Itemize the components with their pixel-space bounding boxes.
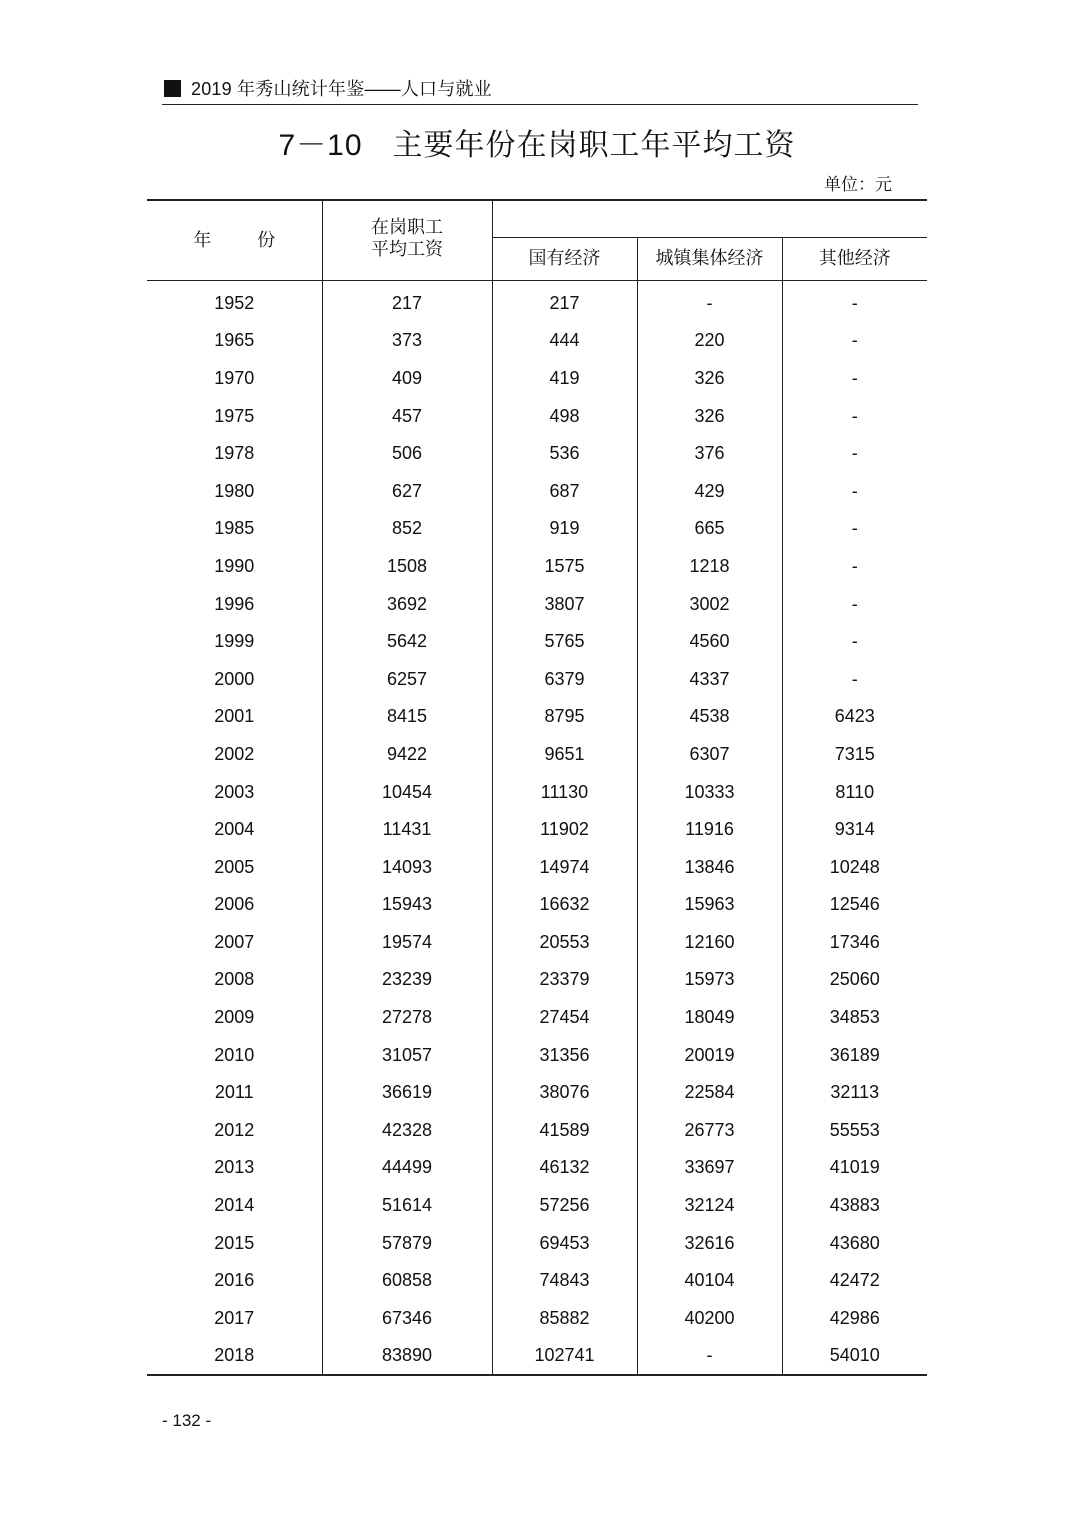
cell-year: 1980 [147,472,322,510]
cell-other: 43680 [829,1232,880,1253]
column-header-average-wage [322,200,492,281]
cell-urban-collective: 18049 [637,998,782,1036]
cell-other: 25060 [829,969,880,990]
table-row [147,886,927,924]
cell-average-wage: 3692 [322,585,492,623]
table-header [147,200,927,281]
column-header-year: 年 份 [147,200,322,281]
cell-average-wage: 10454 [322,773,492,811]
cell-average-wage: 36619 [322,1073,492,1111]
cell-average-wage: 217 [322,281,492,322]
table-row [147,1036,927,1074]
cell-urban-collective: 376 [637,434,782,472]
cell-year: 2002 [147,735,322,773]
cell-state-owned: 919 [492,510,637,548]
cell-other: - [851,480,858,501]
cell-other: 36189 [829,1044,880,1065]
table-title [0,126,1074,166]
cell-urban-collective: 326 [637,397,782,435]
cell-urban-collective: 326 [637,359,782,397]
cell-state-owned: 11130 [492,773,637,811]
cell-year: 1978 [147,434,322,472]
cell-state-owned: 8795 [492,698,637,736]
column-header-average-wage-line2: 平均工资 [371,239,443,260]
cell-other: 12546 [829,894,880,915]
cell-other: 42472 [829,1270,880,1291]
cell-state-owned: 16632 [492,886,637,924]
table-title-text: 主要年份在岗职工年平均工资 [392,129,796,162]
cell-urban-collective: 1218 [637,547,782,585]
cell-other: - [851,555,858,576]
cell-year: 2007 [147,923,322,961]
cell-urban-collective: 40200 [637,1299,782,1337]
table-body [147,281,927,1376]
cell-year: 1985 [147,510,322,548]
cell-average-wage: 83890 [322,1337,492,1376]
column-header-state-owned: 国有经济 [492,238,637,281]
cell-urban-collective: 15963 [637,886,782,924]
cell-other: 9314 [834,819,875,840]
cell-year: 2018 [147,1337,322,1376]
cell-year: 2010 [147,1036,322,1074]
cell-other: 10248 [829,856,880,877]
cell-other: - [851,330,858,351]
cell-year: 1999 [147,622,322,660]
cell-state-owned: 419 [492,359,637,397]
cell-state-owned: 74843 [492,1261,637,1299]
cell-urban-collective: - [637,1337,782,1376]
cell-year: 2015 [147,1224,322,1262]
table-row [147,735,927,773]
cell-state-owned: 11902 [492,810,637,848]
table-row [147,998,927,1036]
table-row [147,848,927,886]
cell-other: 7315 [834,743,875,764]
cell-other: - [851,443,858,464]
cell-average-wage: 409 [322,359,492,397]
cell-other: - [851,668,858,689]
cell-year: 1952 [147,281,322,322]
cell-average-wage: 373 [322,322,492,360]
column-header-other: 其他经济 [782,238,927,281]
table-row [147,547,927,585]
table-row [147,359,927,397]
cell-other: - [851,367,858,388]
table-row [147,773,927,811]
table-row [147,1186,927,1224]
cell-average-wage: 67346 [322,1299,492,1337]
cell-state-owned: 1575 [492,547,637,585]
table-row [147,923,927,961]
table-number: 7－10 [278,129,363,162]
cell-average-wage: 31057 [322,1036,492,1074]
table-row [147,1149,927,1187]
cell-urban-collective: 32616 [637,1224,782,1262]
cell-other: 8110 [835,781,875,802]
square-bullet-icon [164,80,181,97]
cell-other: 17346 [829,931,880,952]
column-header-urban-collective: 城镇集体经济 [637,238,782,281]
table-row [147,698,927,736]
cell-urban-collective: 22584 [637,1073,782,1111]
cell-other: - [851,518,858,539]
cell-state-owned: 14974 [492,848,637,886]
cell-urban-collective: 13846 [637,848,782,886]
cell-average-wage: 19574 [322,923,492,961]
cell-state-owned: 69453 [492,1224,637,1262]
table-row [147,1299,927,1337]
cell-state-owned: 687 [492,472,637,510]
cell-urban-collective: 220 [637,322,782,360]
cell-year: 1970 [147,359,322,397]
cell-year: 2013 [147,1149,322,1187]
cell-year: 2017 [147,1299,322,1337]
running-header-text: 2019 年秀山统计年鉴——人口与就业 [191,79,492,99]
cell-other: 41019 [829,1157,880,1178]
column-group-header [492,200,927,238]
wage-table [147,199,927,1376]
unit-label: 单位：元 [824,175,892,195]
cell-other: 55553 [829,1119,880,1140]
cell-urban-collective: 4538 [637,698,782,736]
cell-average-wage: 51614 [322,1186,492,1224]
cell-other: 42986 [829,1307,880,1328]
cell-year: 2001 [147,698,322,736]
cell-state-owned: 444 [492,322,637,360]
cell-year: 2005 [147,848,322,886]
cell-average-wage: 457 [322,397,492,435]
cell-average-wage: 6257 [322,660,492,698]
cell-year: 2014 [147,1186,322,1224]
cell-other: 32113 [830,1082,880,1103]
cell-year: 1996 [147,585,322,623]
cell-average-wage: 27278 [322,998,492,1036]
cell-other: 54010 [829,1345,880,1366]
table-row [147,472,927,510]
cell-state-owned: 9651 [492,735,637,773]
cell-average-wage: 44499 [322,1149,492,1187]
cell-state-owned: 23379 [492,961,637,999]
table-row [147,1111,927,1149]
cell-state-owned: 20553 [492,923,637,961]
cell-state-owned: 536 [492,434,637,472]
cell-state-owned: 46132 [492,1149,637,1187]
cell-average-wage: 9422 [322,735,492,773]
cell-state-owned: 102741 [492,1337,637,1376]
cell-average-wage: 8415 [322,698,492,736]
cell-state-owned: 57256 [492,1186,637,1224]
cell-average-wage: 57879 [322,1224,492,1262]
cell-year: 2008 [147,961,322,999]
cell-urban-collective: 10333 [637,773,782,811]
table-row [147,622,927,660]
cell-urban-collective: 6307 [637,735,782,773]
table-row [147,322,927,360]
cell-urban-collective: 15973 [637,961,782,999]
table-row [147,434,927,472]
cell-urban-collective: 665 [637,510,782,548]
cell-urban-collective: 11916 [637,810,782,848]
cell-year: 1975 [147,397,322,435]
cell-state-owned: 27454 [492,998,637,1036]
cell-year: 2012 [147,1111,322,1149]
table-row [147,1261,927,1299]
cell-urban-collective: - [637,281,782,322]
cell-other: - [851,292,858,313]
cell-state-owned: 217 [492,281,637,322]
cell-state-owned: 498 [492,397,637,435]
cell-year: 2011 [147,1073,322,1111]
cell-average-wage: 506 [322,434,492,472]
cell-state-owned: 6379 [492,660,637,698]
cell-average-wage: 15943 [322,886,492,924]
cell-year: 2009 [147,998,322,1036]
table-row [147,961,927,999]
cell-other: 34853 [829,1007,880,1028]
page-number: - 132 - [162,1411,212,1430]
table-row [147,1337,927,1376]
cell-year: 2006 [147,886,322,924]
cell-year: 1965 [147,322,322,360]
cell-other: 6423 [834,706,875,727]
cell-average-wage: 60858 [322,1261,492,1299]
cell-urban-collective: 40104 [637,1261,782,1299]
table-row [147,660,927,698]
cell-urban-collective: 26773 [637,1111,782,1149]
cell-other: - [851,405,858,426]
cell-state-owned: 5765 [492,622,637,660]
cell-state-owned: 85882 [492,1299,637,1337]
cell-other: - [851,593,858,614]
cell-average-wage: 23239 [322,961,492,999]
running-header [162,76,918,105]
cell-year: 1990 [147,547,322,585]
cell-average-wage: 14093 [322,848,492,886]
cell-urban-collective: 33697 [637,1149,782,1187]
table-row [147,397,927,435]
cell-state-owned: 41589 [492,1111,637,1149]
cell-urban-collective: 20019 [637,1036,782,1074]
cell-state-owned: 31356 [492,1036,637,1074]
cell-average-wage: 852 [322,510,492,548]
cell-average-wage: 1508 [322,547,492,585]
cell-urban-collective: 3002 [637,585,782,623]
cell-state-owned: 3807 [492,585,637,623]
table-row [147,585,927,623]
cell-urban-collective: 4337 [637,660,782,698]
cell-average-wage: 627 [322,472,492,510]
cell-year: 2004 [147,810,322,848]
table-row [147,510,927,548]
cell-urban-collective: 32124 [637,1186,782,1224]
cell-year: 2003 [147,773,322,811]
cell-year: 2016 [147,1261,322,1299]
cell-average-wage: 5642 [322,622,492,660]
table-row [147,281,927,322]
cell-urban-collective: 4560 [637,622,782,660]
table-row [147,1073,927,1111]
cell-other: 43883 [829,1195,880,1216]
table-row [147,1224,927,1262]
cell-average-wage: 11431 [322,810,492,848]
cell-state-owned: 38076 [492,1073,637,1111]
cell-other: - [851,631,858,652]
cell-urban-collective: 429 [637,472,782,510]
column-header-average-wage-line1: 在岗职工 [371,217,443,238]
table-row [147,810,927,848]
cell-average-wage: 42328 [322,1111,492,1149]
cell-year: 2000 [147,660,322,698]
cell-urban-collective: 12160 [637,923,782,961]
